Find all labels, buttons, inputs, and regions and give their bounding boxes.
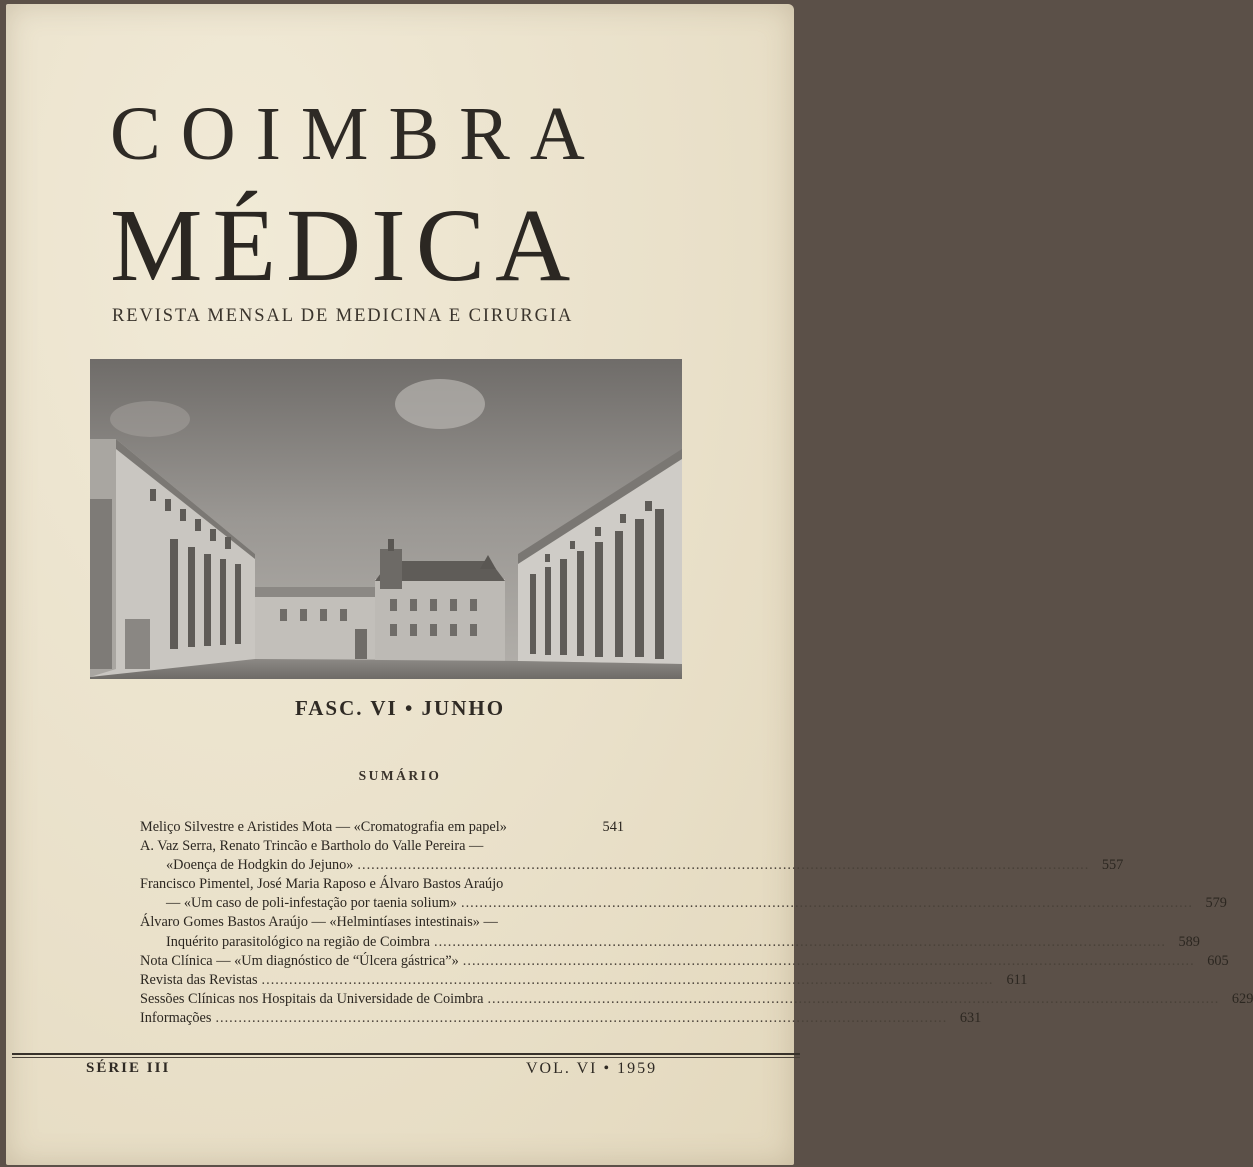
toc-entry-text: Inquérito parasitológico na região de Coimbra [166, 933, 431, 950]
toc-page-number: 605 [1207, 952, 1229, 969]
toc-leader-dots [463, 952, 1195, 971]
toc-leader-dots [434, 933, 1166, 952]
toc-entry-text: Francisco Pimentel, José Maria Raposo e Álvaro Bastos Araújo [140, 876, 504, 893]
toc-entry-text: Álvaro Gomes Bastos Araújo — «Helmintíases intestinais» — [140, 914, 498, 931]
summary-heading: SUMÁRIO [358, 768, 442, 783]
toc-page-number: 631 [959, 1009, 982, 1026]
toc-entry-text: A. Vaz Serra, Renato Trincão e Bartholo do Valle Pereira — [140, 838, 484, 855]
toc-entry-text: Nota Clínica — «Um diagnóstico de “Úlcera gástrica”» [140, 952, 459, 969]
toc-entry [140, 952, 1229, 971]
toc-entry [140, 837, 624, 856]
toc-entry [140, 856, 1124, 875]
toc-leader-dots [461, 894, 1193, 913]
toc-leader-dots [357, 856, 1089, 875]
toc-entry-text: Revista das Revistas [140, 971, 258, 988]
masthead-medica: MÉDICA [110, 188, 581, 303]
issue-number: FASC. VI • JUNHO [294, 696, 506, 720]
cover-photo-university-square [90, 359, 682, 679]
toc-entry [140, 894, 1227, 913]
footer-divider [12, 1053, 800, 1058]
toc-leader-dots [215, 1009, 947, 1028]
toc-entry [140, 990, 1253, 1009]
toc-page-number: 541 [602, 819, 624, 835]
table-of-contents [140, 818, 1253, 1028]
toc-leader-dots [487, 990, 1219, 1009]
toc-entry-text: — «Um caso de poli-infestação por taenia solium» [166, 895, 458, 912]
toc-page-number: 611 [1006, 971, 1028, 988]
toc-page-number: 589 [1178, 933, 1200, 950]
toc-entry [140, 933, 1200, 952]
journal-cover [6, 4, 1253, 1165]
toc-entry-text: «Doença de Hodgkin do Jejuno» [166, 857, 354, 874]
masthead-coimbra: COIMBRA [110, 92, 605, 176]
toc-page-number: 557 [1101, 857, 1124, 874]
series-label: SÉRIE III [86, 1060, 171, 1076]
toc-page-number: 579 [1205, 895, 1227, 912]
toc-entry [140, 875, 624, 894]
toc-entry-text: Meliço Silvestre e Aristides Mota — «Cromatografia em papel» [140, 819, 507, 835]
toc-entry-text: Informações [140, 1009, 212, 1026]
volume-year: VOL. VI • 1959 [526, 1060, 658, 1077]
toc-leader-dots [262, 971, 994, 990]
journal-subtitle: REVISTA MENSAL DE MEDICINA E CIRURGIA [112, 306, 574, 326]
toc-page-number: 629 [1231, 990, 1253, 1007]
toc-entry [140, 818, 624, 837]
toc-entry [140, 1009, 982, 1028]
toc-entry [140, 913, 624, 932]
toc-entry [140, 971, 1028, 990]
toc-entry-text: Sessões Clínicas nos Hospitais da Universidade de Coimbra [140, 990, 484, 1007]
